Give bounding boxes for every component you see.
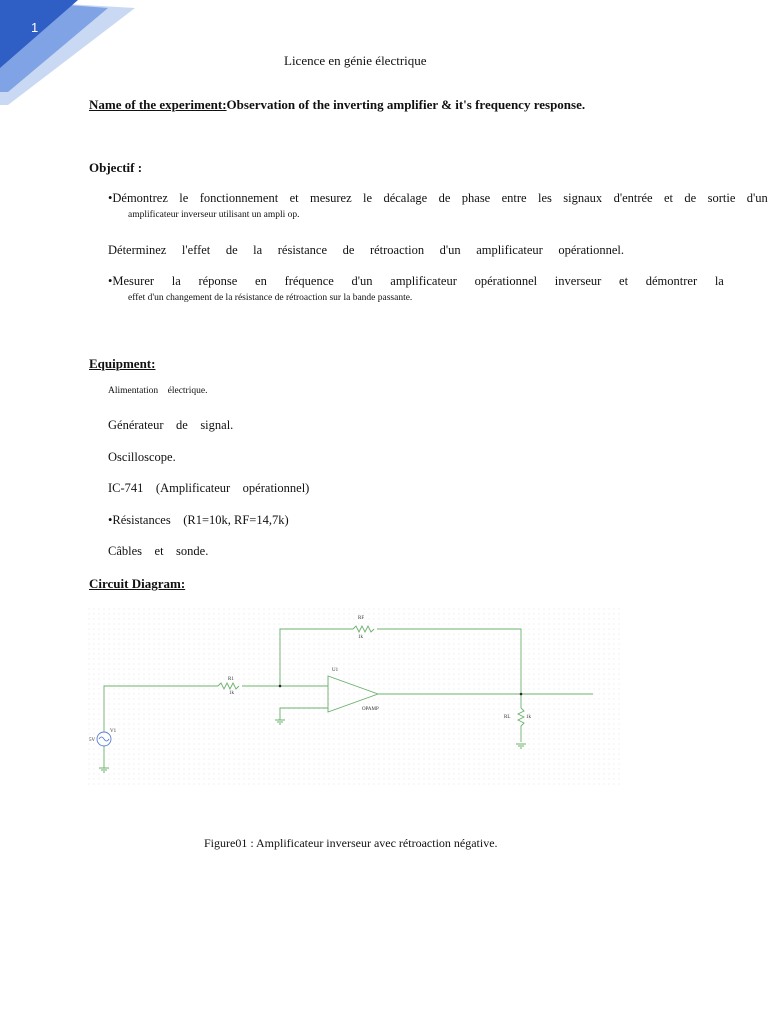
objective-3-line-1 <box>108 274 724 289</box>
word: amplificateur <box>390 274 457 288</box>
equipment-item-oscilloscope: Oscilloscope. <box>108 450 176 464</box>
word: rétroaction <box>369 243 425 257</box>
word: phase <box>461 191 491 205</box>
word: opérationnel. <box>558 243 624 257</box>
equipment-item-generator: Générateur de signal. <box>108 418 234 432</box>
equipment-item-resistors: •Résistances (R1=10k, RF=14,7k) <box>108 513 289 527</box>
equipment-item-cables: Câbles et sonde. <box>108 544 209 558</box>
word: le <box>179 191 189 205</box>
label-rf: RF <box>358 616 365 621</box>
word: résistance <box>277 243 328 257</box>
word: la <box>171 274 181 288</box>
word: Déterminez <box>108 243 167 257</box>
figure-caption: Figure01 : Amplificateur inverseur avec rétroaction négative. <box>204 836 498 850</box>
word: d'entrée <box>613 191 653 205</box>
equipment-item-power: Alimentation électrique. <box>108 386 208 396</box>
word: la <box>253 243 263 257</box>
label-r1: R1 <box>228 677 234 682</box>
circuit-diagram <box>88 608 620 788</box>
word: d'un <box>351 274 373 288</box>
label-rl: RL <box>504 715 511 720</box>
page-header: Licence en génie électrique <box>284 53 427 68</box>
objective-1-line-1 <box>108 191 768 206</box>
label-u1: U1 <box>332 668 339 673</box>
word: •Mesurer <box>108 274 155 288</box>
word: amplificateur <box>476 243 543 257</box>
word: inverseur <box>554 274 602 288</box>
label-opamp: OPAMP <box>362 707 379 712</box>
word: décalage <box>383 191 428 205</box>
word: •Démontrez <box>108 191 168 205</box>
label-source: V1 <box>110 729 117 734</box>
word: de <box>225 243 238 257</box>
page-number: 1 <box>31 20 39 35</box>
label-source-value: 5V <box>89 738 96 743</box>
word: fonctionnement <box>199 191 279 205</box>
word: mesurez <box>309 191 352 205</box>
word: les <box>538 191 552 205</box>
experiment-title <box>89 97 585 113</box>
label-r1-value: 1k <box>229 691 234 696</box>
word: d'un <box>746 191 768 205</box>
word: réponse <box>198 274 238 288</box>
word: et <box>664 191 674 205</box>
word: opérationnel <box>474 274 538 288</box>
word: et <box>619 274 629 288</box>
word: sortie <box>707 191 736 205</box>
word: l'effet <box>181 243 211 257</box>
circuit-heading: Circuit Diagram: <box>89 576 186 591</box>
word: la <box>714 274 724 288</box>
word: fréquence <box>284 274 334 288</box>
word: de <box>342 243 355 257</box>
experiment-name: Observation of the inverting amplifier & it's frequency response. <box>226 97 586 112</box>
word: d'un <box>439 243 461 257</box>
label-rl-value: 1k <box>526 715 531 720</box>
word: de <box>684 191 697 205</box>
word: de <box>438 191 451 205</box>
word: le <box>363 191 373 205</box>
corner-decoration <box>0 0 140 110</box>
objective-3-line-2: effet d'un changement de la résistance de rétroaction sur la bande passante. <box>128 293 413 303</box>
equipment-heading: Equipment: <box>89 356 156 371</box>
experiment-label: Name of the experiment: <box>89 97 227 112</box>
label-rf-value: 1k <box>358 635 363 640</box>
word: démontrer <box>645 274 698 288</box>
word: entre <box>501 191 527 205</box>
objectives-heading: Objectif : <box>89 160 143 175</box>
equipment-item-ic741: IC-741 (Amplificateur opérationnel) <box>108 481 310 495</box>
objective-1-line-2: amplificateur inverseur utilisant un ampli op. <box>128 210 300 220</box>
word: signaux <box>563 191 603 205</box>
word: et <box>289 191 299 205</box>
objective-2 <box>108 243 624 258</box>
word: en <box>255 274 267 288</box>
